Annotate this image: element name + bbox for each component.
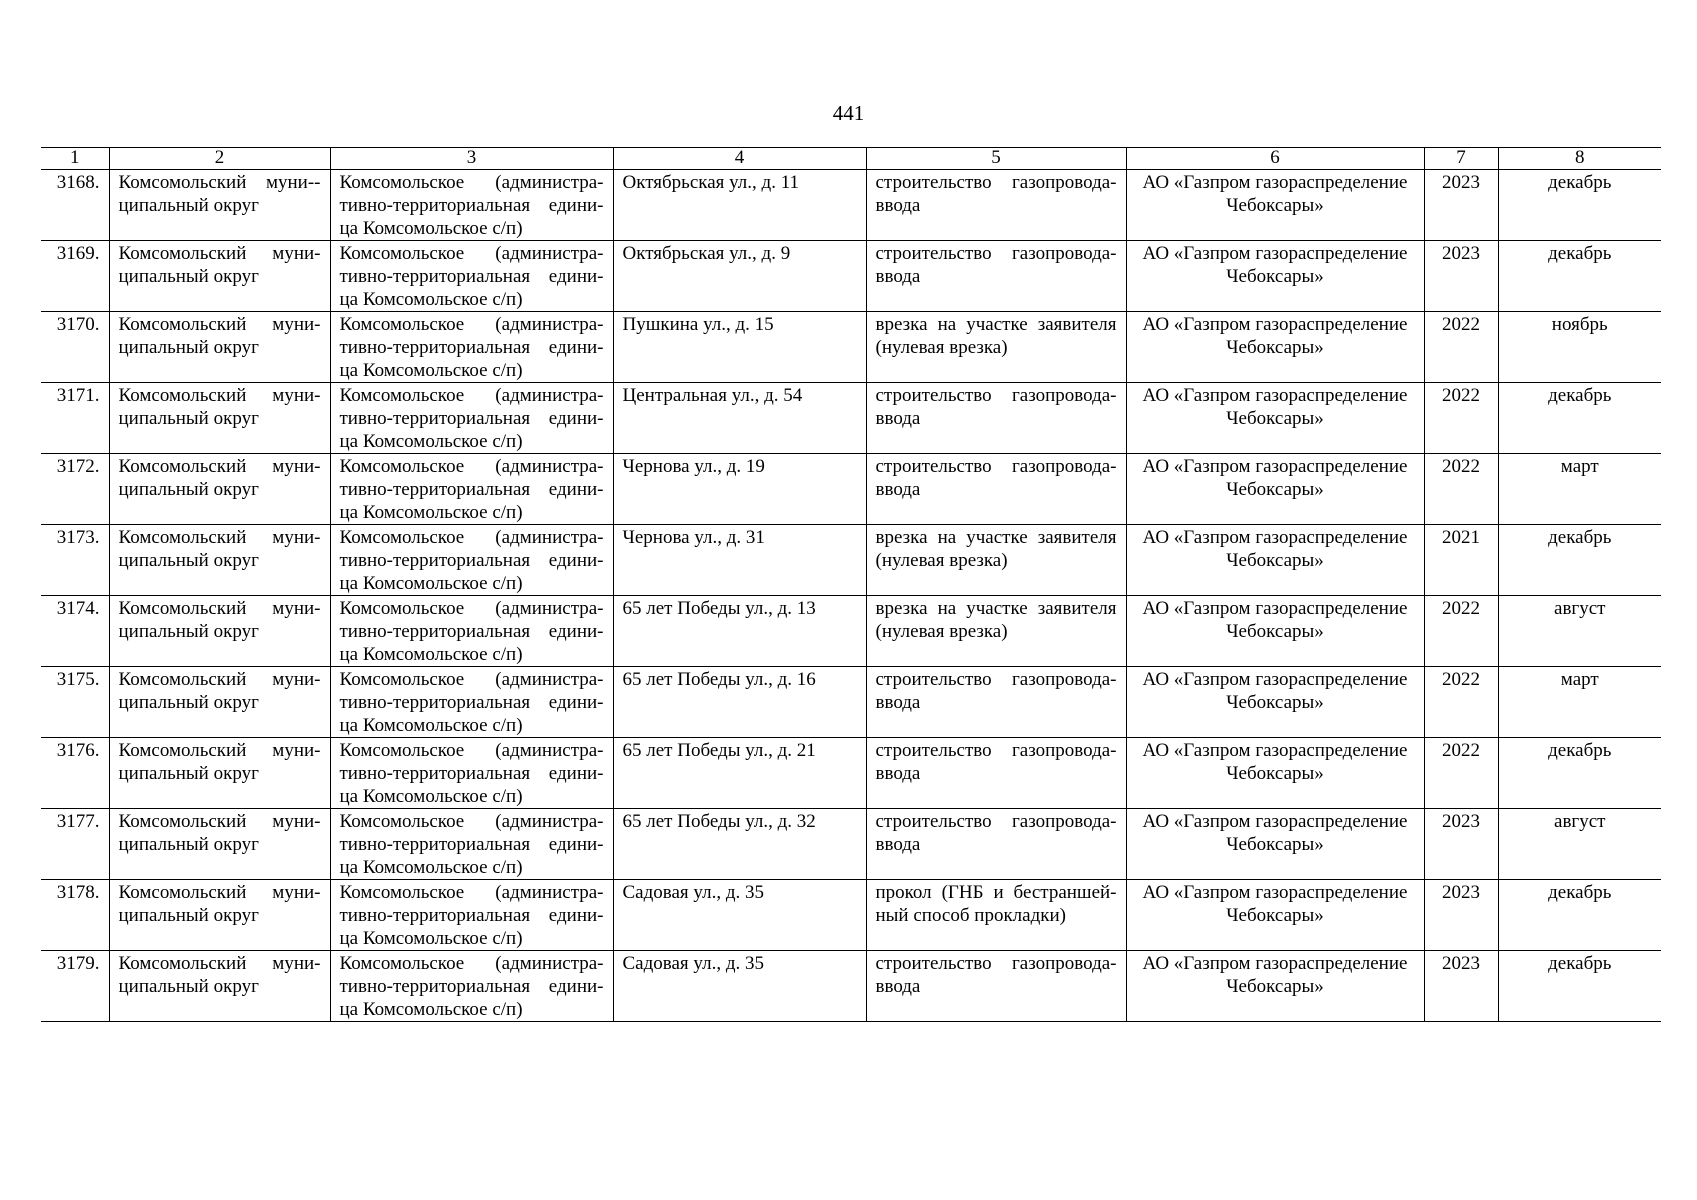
settlement-cell: Комсомольское (администра-тивно-территориальная едини-ца Комсомольское с/п) bbox=[330, 809, 613, 880]
row-number-cell: 3176. bbox=[41, 738, 109, 809]
row-number-cell: 3174. bbox=[41, 596, 109, 667]
year-cell: 2022 bbox=[1424, 667, 1498, 738]
month-cell: декабрь bbox=[1498, 880, 1661, 951]
address-cell: Пушкина ул., д. 15 bbox=[613, 312, 866, 383]
month-cell: август bbox=[1498, 596, 1661, 667]
year-cell: 2023 bbox=[1424, 241, 1498, 312]
organization-cell: АО «Газпром газораспределение Чебоксары» bbox=[1126, 312, 1424, 383]
address-cell: Чернова ул., д. 31 bbox=[613, 525, 866, 596]
table-row bbox=[41, 880, 1661, 951]
organization-cell: АО «Газпром газораспределение Чебоксары» bbox=[1126, 596, 1424, 667]
row-number-cell: 3168. bbox=[41, 170, 109, 241]
district-cell: Комсомольский муни-ципальный округ bbox=[109, 809, 330, 880]
row-number-cell: 3171. bbox=[41, 383, 109, 454]
year-cell: 2023 bbox=[1424, 809, 1498, 880]
year-cell: 2022 bbox=[1424, 312, 1498, 383]
settlement-cell: Комсомольское (администра-тивно-территориальная едини-ца Комсомольское с/п) bbox=[330, 525, 613, 596]
month-cell: декабрь bbox=[1498, 738, 1661, 809]
work-type-cell: врезка на участке заявителя (нулевая врезка) bbox=[866, 312, 1126, 383]
settlement-cell: Комсомольское (администра-тивно-территориальная едини-ца Комсомольское с/п) bbox=[330, 951, 613, 1022]
organization-cell: АО «Газпром газораспределение Чебоксары» bbox=[1126, 170, 1424, 241]
work-type-cell: строительство газопровода-ввода bbox=[866, 738, 1126, 809]
column-header: 5 bbox=[866, 148, 1126, 170]
year-cell: 2022 bbox=[1424, 596, 1498, 667]
organization-cell: АО «Газпром газораспределение Чебоксары» bbox=[1126, 880, 1424, 951]
month-cell: декабрь bbox=[1498, 241, 1661, 312]
district-cell: Комсомольский муни-ципальный округ bbox=[109, 880, 330, 951]
table-row bbox=[41, 667, 1661, 738]
work-type-cell: строительство газопровода-ввода bbox=[866, 809, 1126, 880]
district-cell: Комсомольский муни-ципальный округ bbox=[109, 667, 330, 738]
year-cell: 2022 bbox=[1424, 738, 1498, 809]
address-cell: Чернова ул., д. 19 bbox=[613, 454, 866, 525]
month-cell: декабрь bbox=[1498, 951, 1661, 1022]
year-cell: 2023 bbox=[1424, 880, 1498, 951]
district-cell: Комсомольский муни-ципальный округ bbox=[109, 596, 330, 667]
month-cell: ноябрь bbox=[1498, 312, 1661, 383]
month-cell: декабрь bbox=[1498, 525, 1661, 596]
settlement-cell: Комсомольское (администра-тивно-территориальная едини-ца Комсомольское с/п) bbox=[330, 880, 613, 951]
district-cell: Комсомольский муни-ципальный округ bbox=[109, 525, 330, 596]
address-cell: Садовая ул., д. 35 bbox=[613, 951, 866, 1022]
district-cell: Комсомольский муни-ципальный округ bbox=[109, 312, 330, 383]
settlement-cell: Комсомольское (администра-тивно-территориальная едини-ца Комсомольское с/п) bbox=[330, 667, 613, 738]
organization-cell: АО «Газпром газораспределение Чебоксары» bbox=[1126, 525, 1424, 596]
year-cell: 2021 bbox=[1424, 525, 1498, 596]
row-number-cell: 3175. bbox=[41, 667, 109, 738]
work-type-cell: строительство газопровода-ввода bbox=[866, 951, 1126, 1022]
table-row bbox=[41, 312, 1661, 383]
month-cell: март bbox=[1498, 667, 1661, 738]
settlement-cell: Комсомольское (администра-тивно-территориальная едини-ца Комсомольское с/п) bbox=[330, 170, 613, 241]
table-row bbox=[41, 951, 1661, 1022]
header-row bbox=[41, 148, 1661, 170]
month-cell: декабрь bbox=[1498, 383, 1661, 454]
settlement-cell: Комсомольское (администра-тивно-территориальная едини-ца Комсомольское с/п) bbox=[330, 738, 613, 809]
settlement-cell: Комсомольское (администра-тивно-территориальная едини-ца Комсомольское с/п) bbox=[330, 241, 613, 312]
column-header: 6 bbox=[1126, 148, 1424, 170]
district-cell: Комсомольский муни-ципальный округ bbox=[109, 454, 330, 525]
table-row bbox=[41, 383, 1661, 454]
settlement-cell: Комсомольское (администра-тивно-территориальная едини-ца Комсомольское с/п) bbox=[330, 454, 613, 525]
month-cell: декабрь bbox=[1498, 170, 1661, 241]
work-type-cell: строительство газопровода-ввода bbox=[866, 383, 1126, 454]
settlement-cell: Комсомольское (администра-тивно-территориальная едини-ца Комсомольское с/п) bbox=[330, 383, 613, 454]
settlement-cell: Комсомольское (администра-тивно-территориальная едини-ца Комсомольское с/п) bbox=[330, 312, 613, 383]
work-type-cell: врезка на участке заявителя (нулевая врезка) bbox=[866, 525, 1126, 596]
table-row bbox=[41, 525, 1661, 596]
month-cell: август bbox=[1498, 809, 1661, 880]
column-header: 8 bbox=[1498, 148, 1661, 170]
district-cell: Комсомольский муни-ципальный округ bbox=[109, 241, 330, 312]
row-number-cell: 3169. bbox=[41, 241, 109, 312]
district-cell: Комсомольский муни-ципальный округ bbox=[109, 383, 330, 454]
address-cell: 65 лет Победы ул., д. 21 bbox=[613, 738, 866, 809]
district-cell: Комсомольский муни-ципальный округ bbox=[109, 951, 330, 1022]
column-header: 1 bbox=[41, 148, 109, 170]
work-type-cell: прокол (ГНБ и бестраншей-ный способ прокладки) bbox=[866, 880, 1126, 951]
year-cell: 2023 bbox=[1424, 170, 1498, 241]
year-cell: 2022 bbox=[1424, 383, 1498, 454]
address-cell: 65 лет Победы ул., д. 32 bbox=[613, 809, 866, 880]
table-row bbox=[41, 170, 1661, 241]
registry-table bbox=[41, 147, 1661, 1022]
column-header: 7 bbox=[1424, 148, 1498, 170]
organization-cell: АО «Газпром газораспределение Чебоксары» bbox=[1126, 383, 1424, 454]
table-body bbox=[41, 170, 1661, 1022]
column-header: 4 bbox=[613, 148, 866, 170]
table-row bbox=[41, 596, 1661, 667]
row-number-cell: 3172. bbox=[41, 454, 109, 525]
row-number-cell: 3179. bbox=[41, 951, 109, 1022]
address-cell: 65 лет Победы ул., д. 13 bbox=[613, 596, 866, 667]
table-row bbox=[41, 241, 1661, 312]
address-cell: 65 лет Победы ул., д. 16 bbox=[613, 667, 866, 738]
table-row bbox=[41, 454, 1661, 525]
address-cell: Октябрьская ул., д. 11 bbox=[613, 170, 866, 241]
work-type-cell: строительство газопровода-ввода bbox=[866, 454, 1126, 525]
column-header: 2 bbox=[109, 148, 330, 170]
row-number-cell: 3170. bbox=[41, 312, 109, 383]
month-cell: март bbox=[1498, 454, 1661, 525]
organization-cell: АО «Газпром газораспределение Чебоксары» bbox=[1126, 454, 1424, 525]
row-number-cell: 3178. bbox=[41, 880, 109, 951]
row-number-cell: 3177. bbox=[41, 809, 109, 880]
organization-cell: АО «Газпром газораспределение Чебоксары» bbox=[1126, 951, 1424, 1022]
district-cell: Комсомольский муни-ципальный округ bbox=[109, 738, 330, 809]
year-cell: 2022 bbox=[1424, 454, 1498, 525]
organization-cell: АО «Газпром газораспределение Чебоксары» bbox=[1126, 241, 1424, 312]
district-cell: Комсомольский муни-ципальный округ bbox=[109, 170, 330, 241]
table-row bbox=[41, 738, 1661, 809]
year-cell: 2023 bbox=[1424, 951, 1498, 1022]
address-cell: Октябрьская ул., д. 9 bbox=[613, 241, 866, 312]
organization-cell: АО «Газпром газораспределение Чебоксары» bbox=[1126, 738, 1424, 809]
address-cell: Центральная ул., д. 54 bbox=[613, 383, 866, 454]
table-row bbox=[41, 809, 1661, 880]
work-type-cell: строительство газопровода-ввода bbox=[866, 667, 1126, 738]
work-type-cell: строительство газопровода-ввода bbox=[866, 241, 1126, 312]
organization-cell: АО «Газпром газораспределение Чебоксары» bbox=[1126, 667, 1424, 738]
page-number: 441 bbox=[832, 101, 865, 125]
column-header: 3 bbox=[330, 148, 613, 170]
organization-cell: АО «Газпром газораспределение Чебоксары» bbox=[1126, 809, 1424, 880]
work-type-cell: врезка на участке заявителя (нулевая врезка) bbox=[866, 596, 1126, 667]
row-number-cell: 3173. bbox=[41, 525, 109, 596]
settlement-cell: Комсомольское (администра-тивно-территориальная едини-ца Комсомольское с/п) bbox=[330, 596, 613, 667]
work-type-cell: строительство газопровода-ввода bbox=[866, 170, 1126, 241]
address-cell: Садовая ул., д. 35 bbox=[613, 880, 866, 951]
